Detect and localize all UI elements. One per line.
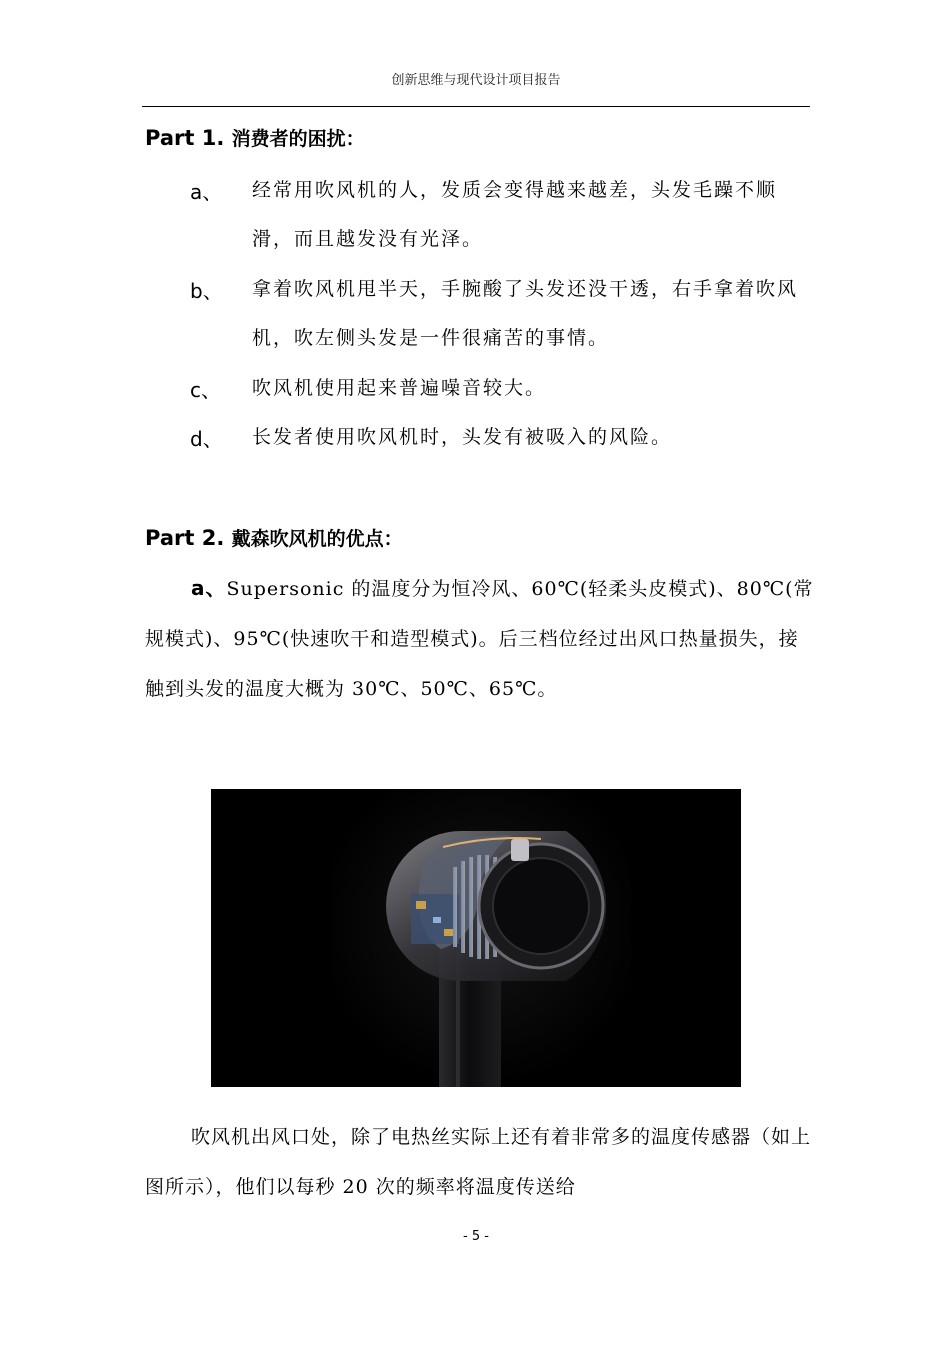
part2-paragraph-b xyxy=(145,1112,815,1212)
paragraph-text: Supersonic 的温度分为恒冷风、60℃(轻柔头皮模式)、80℃(常规模式)、95℃(快速吹干和造型模式)。后三档位经过出风口热量损失，接触到头发的温度大概为 30℃、50℃、65℃。 xyxy=(145,578,814,700)
list-text: 经常用吹风机的人，发质会变得越来越差，头发毛躁不顺滑，而且越发没有光泽。 xyxy=(252,179,778,250)
paragraph-lead: a、 xyxy=(191,576,227,600)
part2-heading xyxy=(145,524,403,551)
paragraph-text: 吹风机出风口处，除了电热丝实际上还有着非常多的温度传感器（如上图所示），他们以每秒 20 次的频率将温度传送给 xyxy=(145,1126,812,1198)
list-marker: b、 xyxy=(190,279,223,303)
page-number: - 5 - xyxy=(463,1229,489,1244)
part2-paragraph-a xyxy=(145,563,815,714)
part1-item-b xyxy=(190,265,820,363)
part1-item-a xyxy=(190,166,820,264)
part2-title: 戴森吹风机的优点： xyxy=(231,528,403,550)
list-text: 吹风机使用起来普遍噪音较大。 xyxy=(252,377,547,399)
header-rule xyxy=(142,106,810,107)
list-marker: a、 xyxy=(190,180,223,204)
part1-item-d xyxy=(190,413,820,462)
hair-dryer-cutaway-photo xyxy=(211,789,741,1087)
part1-title: 消费者的困扰： xyxy=(231,128,365,150)
list-text: 长发者使用吹风机时，头发有被吸入的风险。 xyxy=(252,426,673,448)
part1-label: Part 1. xyxy=(145,126,232,150)
list-text: 拿着吹风机甩半天，手腕酸了头发还没干透，右手拿着吹风机，吹左侧头发是一件很痛苦的事情。 xyxy=(252,278,799,349)
part1-item-c xyxy=(190,364,820,413)
list-marker: d、 xyxy=(190,427,223,451)
page-header: 创新思维与现代设计项目报告 xyxy=(391,73,561,88)
part1-heading xyxy=(145,124,365,151)
part2-label: Part 2. xyxy=(145,526,232,550)
list-marker: c、 xyxy=(190,378,221,402)
